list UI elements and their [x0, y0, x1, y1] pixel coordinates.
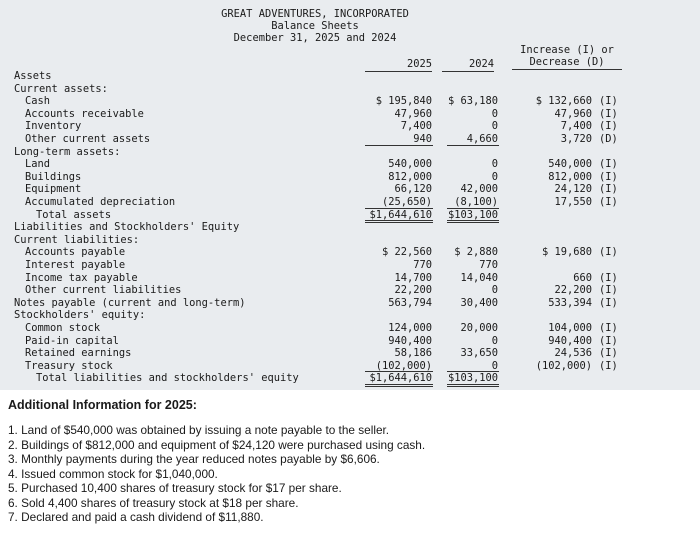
additional-info-item: 5. Purchased 10,400 shares of treasury stock for $17 per share. — [8, 481, 342, 495]
value-2024: 0 — [491, 158, 498, 171]
row-label: Long-term assets: — [14, 145, 121, 158]
change-flag: (I) — [599, 196, 618, 208]
value-2025: 940 — [413, 133, 432, 145]
value-2025: 58,186 — [394, 347, 432, 360]
value-2024: $ 63,180 — [447, 95, 498, 108]
value-2024: 0 — [491, 334, 498, 347]
change-amount: 47,960 — [554, 107, 592, 120]
value-2025: 563,794 — [388, 296, 432, 309]
change-amount: 104,000 — [548, 322, 592, 334]
change-flag: (I) — [599, 296, 618, 309]
change-flag: (I) — [599, 334, 618, 347]
company-name: GREAT ADVENTURES, INCORPORATED — [221, 8, 409, 20]
additional-info-item: 4. Issued common stock for $1,040,000. — [8, 466, 218, 481]
rule-2025 — [365, 143, 433, 146]
value-2024: 0 — [491, 107, 498, 120]
col-header-2025: 2025 — [365, 58, 432, 72]
change-amount: $ 19,680 — [541, 246, 592, 259]
value-2025: $1,644,610 — [369, 208, 432, 221]
value-2024: $103,100 — [447, 208, 498, 221]
value-2025: 540,000 — [388, 158, 432, 171]
change-amount: 533,394 — [548, 296, 592, 309]
additional-info-title: Additional Information for 2025: — [8, 398, 197, 412]
value-2024: $ 2,880 — [454, 246, 498, 259]
change-flag: (I) — [599, 284, 618, 297]
value-2025: $ 195,840 — [375, 95, 432, 108]
change-amount: 540,000 — [548, 158, 592, 171]
value-2024: 770 — [479, 259, 498, 271]
row-label: Accumulated depreciation — [25, 196, 176, 208]
additional-info-item: 1. Land of $540,000 was obtained by issuing a note payable to the seller. — [8, 423, 390, 437]
additional-info-item: 3. Monthly payments during the year reduced notes payable by $6,606. — [8, 452, 380, 466]
change-amount: 940,400 — [548, 334, 592, 347]
change-amount: 24,120 — [554, 183, 592, 196]
row-label: Other current assets — [25, 133, 151, 145]
value-2025: 7,400 — [400, 120, 432, 133]
row-label: Current liabilities: — [14, 233, 140, 246]
additional-info-item: 6. Sold 4,400 shares of treasury stock at $18 per share. — [8, 495, 299, 510]
row-label: Cash — [25, 95, 51, 108]
value-2024: 0 — [491, 284, 498, 297]
change-amount: 3,720 — [560, 133, 592, 145]
value-2025: 770 — [413, 259, 432, 271]
value-2025: 940,400 — [388, 334, 432, 347]
row-label: Accounts receivable — [25, 107, 144, 120]
change-amount: 812,000 — [548, 170, 592, 183]
change-amount: 17,550 — [554, 196, 592, 208]
change-amount: 7,400 — [560, 120, 592, 133]
rule-2024 — [447, 382, 499, 387]
value-2024: 0 — [491, 170, 498, 183]
change-flag: (I) — [599, 170, 618, 183]
value-2024: 0 — [491, 359, 498, 372]
row-label: Liabilities and Stockholders' Equity — [14, 221, 240, 234]
value-2025: 124,000 — [388, 322, 432, 334]
row-label: Assets — [14, 70, 52, 82]
change-amount: 660 — [573, 271, 592, 284]
value-2025: (102,000) — [375, 359, 432, 372]
row-label: Treasury stock — [25, 359, 113, 372]
change-amount: 24,536 — [554, 347, 592, 360]
row-label: Equipment — [25, 183, 82, 196]
row-label: Retained earnings — [25, 347, 132, 360]
change-flag: (I) — [599, 246, 618, 259]
change-flag: (I) — [599, 120, 618, 133]
change-flag: (I) — [599, 359, 618, 372]
change-flag: (D) — [599, 133, 618, 145]
additional-info-list — [8, 423, 425, 525]
rule-2024 — [447, 143, 499, 146]
change-flag: (I) — [599, 322, 618, 334]
rule-2024 — [447, 218, 499, 223]
change-amount: $ 132,660 — [535, 95, 592, 108]
change-flag: (I) — [599, 107, 618, 120]
row-label: Total liabilities and stockholders' equity — [36, 372, 299, 385]
col-header-2024: 2024 — [442, 58, 494, 72]
row-label: Common stock — [25, 322, 101, 334]
row-label: Stockholders' equity: — [14, 309, 146, 322]
row-label: Total assets — [36, 208, 112, 221]
row-label: Income tax payable — [25, 271, 138, 284]
rule-2025 — [365, 382, 433, 387]
col-header-change-1: Increase (I) or — [520, 44, 614, 56]
row-label: Current assets: — [14, 82, 108, 95]
value-2024: 20,000 — [460, 322, 498, 334]
value-2024: 42,000 — [460, 183, 498, 196]
row-label: Accounts payable — [25, 246, 126, 259]
change-amount: (102,000) — [535, 359, 592, 372]
row-label: Other current liabilities — [25, 284, 182, 297]
change-flag: (I) — [599, 183, 618, 196]
change-amount: 22,200 — [554, 284, 592, 297]
row-label: Buildings — [25, 170, 82, 183]
value-2025: 47,960 — [394, 107, 432, 120]
row-label: Notes payable (current and long-term) — [14, 296, 246, 309]
value-2025: 14,700 — [394, 271, 432, 284]
row-label: Paid-in capital — [25, 334, 119, 347]
col-header-change-2: Decrease (D) — [512, 56, 622, 70]
row-label: Interest payable — [25, 259, 126, 271]
row-label: Inventory — [25, 120, 82, 133]
value-2024: (8,100) — [454, 196, 498, 208]
value-2024: 30,400 — [460, 296, 498, 309]
value-2024: 4,660 — [466, 133, 498, 145]
value-2025: $ 22,560 — [381, 246, 432, 259]
additional-info-item: 2. Buildings of $812,000 and equipment of $24,120 were purchased using cash. — [8, 437, 426, 452]
change-flag: (I) — [599, 347, 618, 360]
value-2025: 22,200 — [394, 284, 432, 297]
change-flag: (I) — [599, 158, 618, 171]
value-2025: $1,644,610 — [369, 372, 432, 385]
statement-title: Balance Sheets — [271, 20, 359, 32]
value-2025: 66,120 — [394, 183, 432, 196]
change-flag: (I) — [599, 271, 618, 284]
row-label: Land — [25, 158, 51, 171]
value-2025: 812,000 — [388, 170, 432, 183]
rule-2025 — [365, 218, 433, 223]
additional-info-item: 7. Declared and paid a cash dividend of $11,880. — [8, 510, 264, 524]
value-2024: 33,650 — [460, 347, 498, 360]
value-2024: 14,040 — [460, 271, 498, 284]
change-flag: (I) — [599, 95, 618, 108]
statement-date: December 31, 2025 and 2024 — [233, 32, 397, 44]
value-2024: $103,100 — [447, 372, 498, 385]
value-2024: 0 — [491, 120, 498, 133]
value-2025: (25,650) — [381, 196, 432, 208]
